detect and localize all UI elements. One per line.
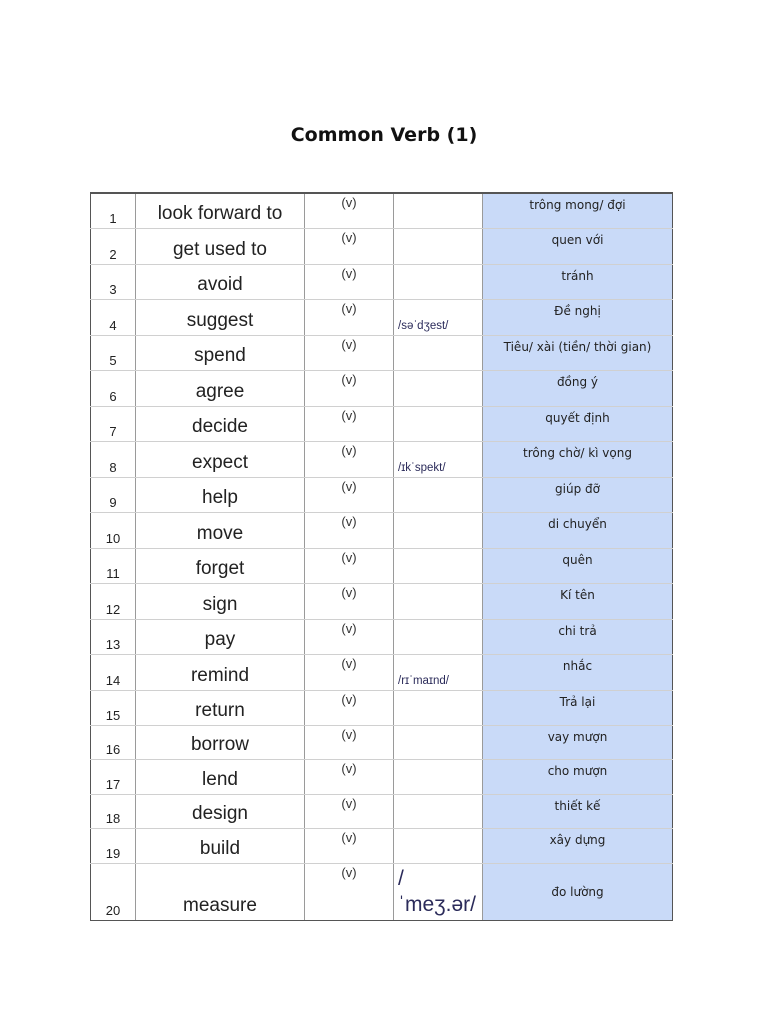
ipa-cell — [394, 406, 483, 441]
word-cell — [136, 690, 305, 725]
verb-word: spend — [194, 344, 246, 366]
ipa-cell — [394, 725, 483, 759]
meaning-text: trông chờ/ kì vọng — [523, 445, 632, 460]
table-row — [91, 335, 673, 370]
meaning-cell — [483, 654, 673, 690]
meaning-cell — [483, 725, 673, 759]
meaning-cell — [483, 370, 673, 406]
number-cell — [91, 193, 136, 228]
meaning-text: chi trả — [558, 623, 597, 638]
ipa-cell — [394, 690, 483, 725]
part-of-speech: (v) — [341, 229, 357, 245]
meaning-text: Đề nghị — [554, 303, 601, 318]
ipa-cell — [394, 228, 483, 264]
verb-word: decide — [192, 415, 248, 437]
pronunciation: / ˈmeʒ.ər/ — [398, 866, 476, 916]
meaning-text: vay mượn — [547, 729, 608, 744]
verb-word: build — [199, 837, 241, 859]
part-of-speech: (v) — [341, 691, 357, 707]
part-of-speech: (v) — [341, 265, 357, 281]
meaning-text: cho mượn — [547, 763, 608, 778]
row-number: 2 — [109, 246, 117, 262]
number-cell — [91, 690, 136, 725]
table-row — [91, 477, 673, 512]
word-cell — [136, 228, 305, 264]
part-of-speech: (v) — [341, 795, 357, 811]
pos-cell — [305, 441, 394, 477]
row-number: 17 — [105, 776, 121, 792]
meaning-cell — [483, 335, 673, 370]
number-cell — [91, 406, 136, 441]
pos-cell — [305, 725, 394, 759]
meaning-cell — [483, 548, 673, 583]
part-of-speech: (v) — [341, 549, 357, 565]
ipa-cell — [394, 759, 483, 794]
number-cell — [91, 370, 136, 406]
number-cell — [91, 794, 136, 828]
number-cell — [91, 654, 136, 690]
pos-cell — [305, 193, 394, 228]
row-number: 11 — [106, 565, 120, 581]
verb-word: remind — [190, 664, 250, 686]
word-cell — [136, 477, 305, 512]
pos-cell — [305, 264, 394, 299]
pos-cell — [305, 794, 394, 828]
table-row — [91, 583, 673, 619]
page-title: Common Verb (1) — [290, 124, 478, 146]
verb-word: design — [192, 802, 248, 824]
meaning-cell — [483, 406, 673, 441]
ipa-cell — [394, 794, 483, 828]
meaning-cell — [483, 264, 673, 299]
meaning-text: trông mong/ đợi — [529, 198, 626, 212]
meaning-cell — [483, 583, 673, 619]
meaning-cell — [483, 228, 673, 264]
table-row — [91, 794, 673, 828]
part-of-speech: (v) — [341, 760, 357, 776]
row-number: 7 — [109, 423, 117, 439]
meaning-cell — [483, 794, 673, 828]
part-of-speech: (v) — [341, 407, 357, 423]
meaning-text: nhắc — [562, 658, 593, 673]
pronunciation: /ɪkˈspekt/ — [398, 461, 446, 474]
number-cell — [91, 228, 136, 264]
table-row — [91, 725, 673, 759]
ipa-cell — [394, 583, 483, 619]
meaning-text: tránh — [561, 268, 594, 283]
ipa-cell — [394, 264, 483, 299]
row-number: 5 — [109, 352, 117, 368]
number-cell — [91, 619, 136, 654]
meaning-cell — [483, 619, 673, 654]
verb-word: borrow — [190, 733, 250, 755]
verb-word: look forward to — [157, 202, 283, 224]
table-row — [91, 193, 673, 228]
pos-cell — [305, 863, 394, 920]
word-cell — [136, 863, 305, 920]
word-cell — [136, 583, 305, 619]
table-row — [91, 863, 673, 920]
verb-word: sign — [202, 593, 238, 615]
word-cell — [136, 264, 305, 299]
word-cell — [136, 370, 305, 406]
row-number: 20 — [105, 902, 121, 918]
table-row — [91, 548, 673, 583]
pos-cell — [305, 370, 394, 406]
word-cell — [136, 654, 305, 690]
pos-cell — [305, 477, 394, 512]
verb-word: expect — [192, 451, 248, 473]
part-of-speech: (v) — [341, 726, 357, 742]
meaning-text: giúp đỡ — [555, 481, 600, 496]
word-cell — [136, 335, 305, 370]
verb-word: get used to — [172, 238, 268, 260]
word-cell — [136, 759, 305, 794]
verb-word: return — [195, 699, 245, 721]
table-row — [91, 299, 673, 335]
part-of-speech: (v) — [341, 513, 357, 529]
word-cell — [136, 299, 305, 335]
part-of-speech: (v) — [341, 195, 357, 210]
part-of-speech: (v) — [341, 371, 357, 387]
meaning-cell — [483, 299, 673, 335]
table-row — [91, 690, 673, 725]
pos-cell — [305, 228, 394, 264]
ipa-cell — [394, 619, 483, 654]
vocabulary-table — [90, 192, 673, 921]
table-row — [91, 406, 673, 441]
verb-word: move — [196, 522, 244, 544]
row-number: 10 — [105, 530, 121, 546]
verb-word: measure — [183, 894, 257, 916]
number-cell — [91, 264, 136, 299]
meaning-cell — [483, 193, 673, 228]
part-of-speech: (v) — [341, 442, 357, 458]
part-of-speech: (v) — [341, 655, 357, 671]
row-number: 8 — [109, 459, 117, 475]
table-row — [91, 370, 673, 406]
meaning-cell — [483, 828, 673, 863]
meaning-text: Kí tên — [560, 587, 595, 602]
meaning-cell — [483, 512, 673, 548]
verb-word: suggest — [186, 309, 254, 331]
row-number: 16 — [105, 741, 121, 757]
meaning-text: Trả lại — [559, 694, 596, 709]
pos-cell — [305, 619, 394, 654]
pos-cell — [305, 299, 394, 335]
pos-cell — [305, 828, 394, 863]
verb-word: lend — [202, 768, 238, 790]
pos-cell — [305, 690, 394, 725]
word-cell — [136, 193, 305, 228]
meaning-cell — [483, 863, 673, 920]
row-number: 19 — [105, 845, 121, 861]
pos-cell — [305, 759, 394, 794]
part-of-speech: (v) — [341, 620, 357, 636]
meaning-text: di chuyển — [548, 516, 607, 531]
verb-word: avoid — [197, 273, 243, 295]
word-cell — [136, 828, 305, 863]
number-cell — [91, 548, 136, 583]
row-number: 14 — [105, 672, 121, 688]
part-of-speech: (v) — [341, 864, 357, 880]
meaning-text: Tiêu/ xài (tiền/ thời gian) — [503, 339, 652, 354]
meaning-text: quyết định — [545, 410, 610, 425]
meaning-text: đo lường — [551, 884, 604, 899]
pos-cell — [305, 406, 394, 441]
verb-word: agree — [195, 380, 245, 402]
verb-word: help — [202, 486, 238, 508]
part-of-speech: (v) — [341, 478, 357, 494]
pronunciation: /səˈdʒest/ — [398, 319, 449, 332]
row-number: 15 — [105, 707, 121, 723]
table-row — [91, 512, 673, 548]
table-row — [91, 619, 673, 654]
word-cell — [136, 441, 305, 477]
number-cell — [91, 828, 136, 863]
word-cell — [136, 406, 305, 441]
meaning-cell — [483, 759, 673, 794]
word-cell — [136, 619, 305, 654]
word-cell — [136, 548, 305, 583]
number-cell — [91, 299, 136, 335]
row-number: 6 — [109, 388, 117, 404]
word-cell — [136, 794, 305, 828]
row-number: 4 — [109, 317, 117, 333]
meaning-text: đồng ý — [556, 374, 599, 389]
ipa-cell — [394, 828, 483, 863]
part-of-speech: (v) — [341, 829, 357, 845]
verb-word: pay — [204, 628, 236, 650]
pos-cell — [305, 512, 394, 548]
table-row — [91, 228, 673, 264]
number-cell — [91, 863, 136, 920]
ipa-cell — [394, 299, 483, 335]
ipa-cell — [394, 335, 483, 370]
verb-word: forget — [195, 557, 245, 579]
meaning-cell — [483, 690, 673, 725]
ipa-cell — [394, 512, 483, 548]
number-cell — [91, 512, 136, 548]
row-number: 9 — [109, 494, 117, 510]
table-row — [91, 441, 673, 477]
meaning-text: quen với — [551, 232, 604, 247]
meaning-cell — [483, 477, 673, 512]
row-number: 1 — [109, 210, 117, 226]
number-cell — [91, 477, 136, 512]
row-number: 3 — [109, 281, 117, 297]
meaning-text: thiết kế — [554, 798, 601, 813]
part-of-speech: (v) — [341, 584, 357, 600]
number-cell — [91, 335, 136, 370]
pos-cell — [305, 583, 394, 619]
ipa-cell — [394, 441, 483, 477]
number-cell — [91, 759, 136, 794]
table-row — [91, 654, 673, 690]
ipa-cell — [394, 477, 483, 512]
pos-cell — [305, 548, 394, 583]
pos-cell — [305, 335, 394, 370]
table-row — [91, 264, 673, 299]
row-number: 13 — [105, 636, 121, 652]
pronunciation: /rɪˈmaɪnd/ — [398, 674, 450, 687]
ipa-cell — [394, 370, 483, 406]
number-cell — [91, 725, 136, 759]
meaning-text: xây dựng — [549, 832, 606, 847]
ipa-cell — [394, 654, 483, 690]
meaning-cell — [483, 441, 673, 477]
word-cell — [136, 512, 305, 548]
table-row — [91, 759, 673, 794]
number-cell — [91, 441, 136, 477]
ipa-cell — [394, 548, 483, 583]
meaning-text: quên — [562, 552, 593, 567]
table-row — [91, 828, 673, 863]
part-of-speech: (v) — [341, 336, 357, 352]
ipa-cell — [394, 863, 483, 920]
part-of-speech: (v) — [341, 300, 357, 316]
row-number: 12 — [105, 601, 121, 617]
pos-cell — [305, 654, 394, 690]
word-cell — [136, 725, 305, 759]
number-cell — [91, 583, 136, 619]
ipa-cell — [394, 193, 483, 228]
row-number: 18 — [105, 810, 121, 826]
